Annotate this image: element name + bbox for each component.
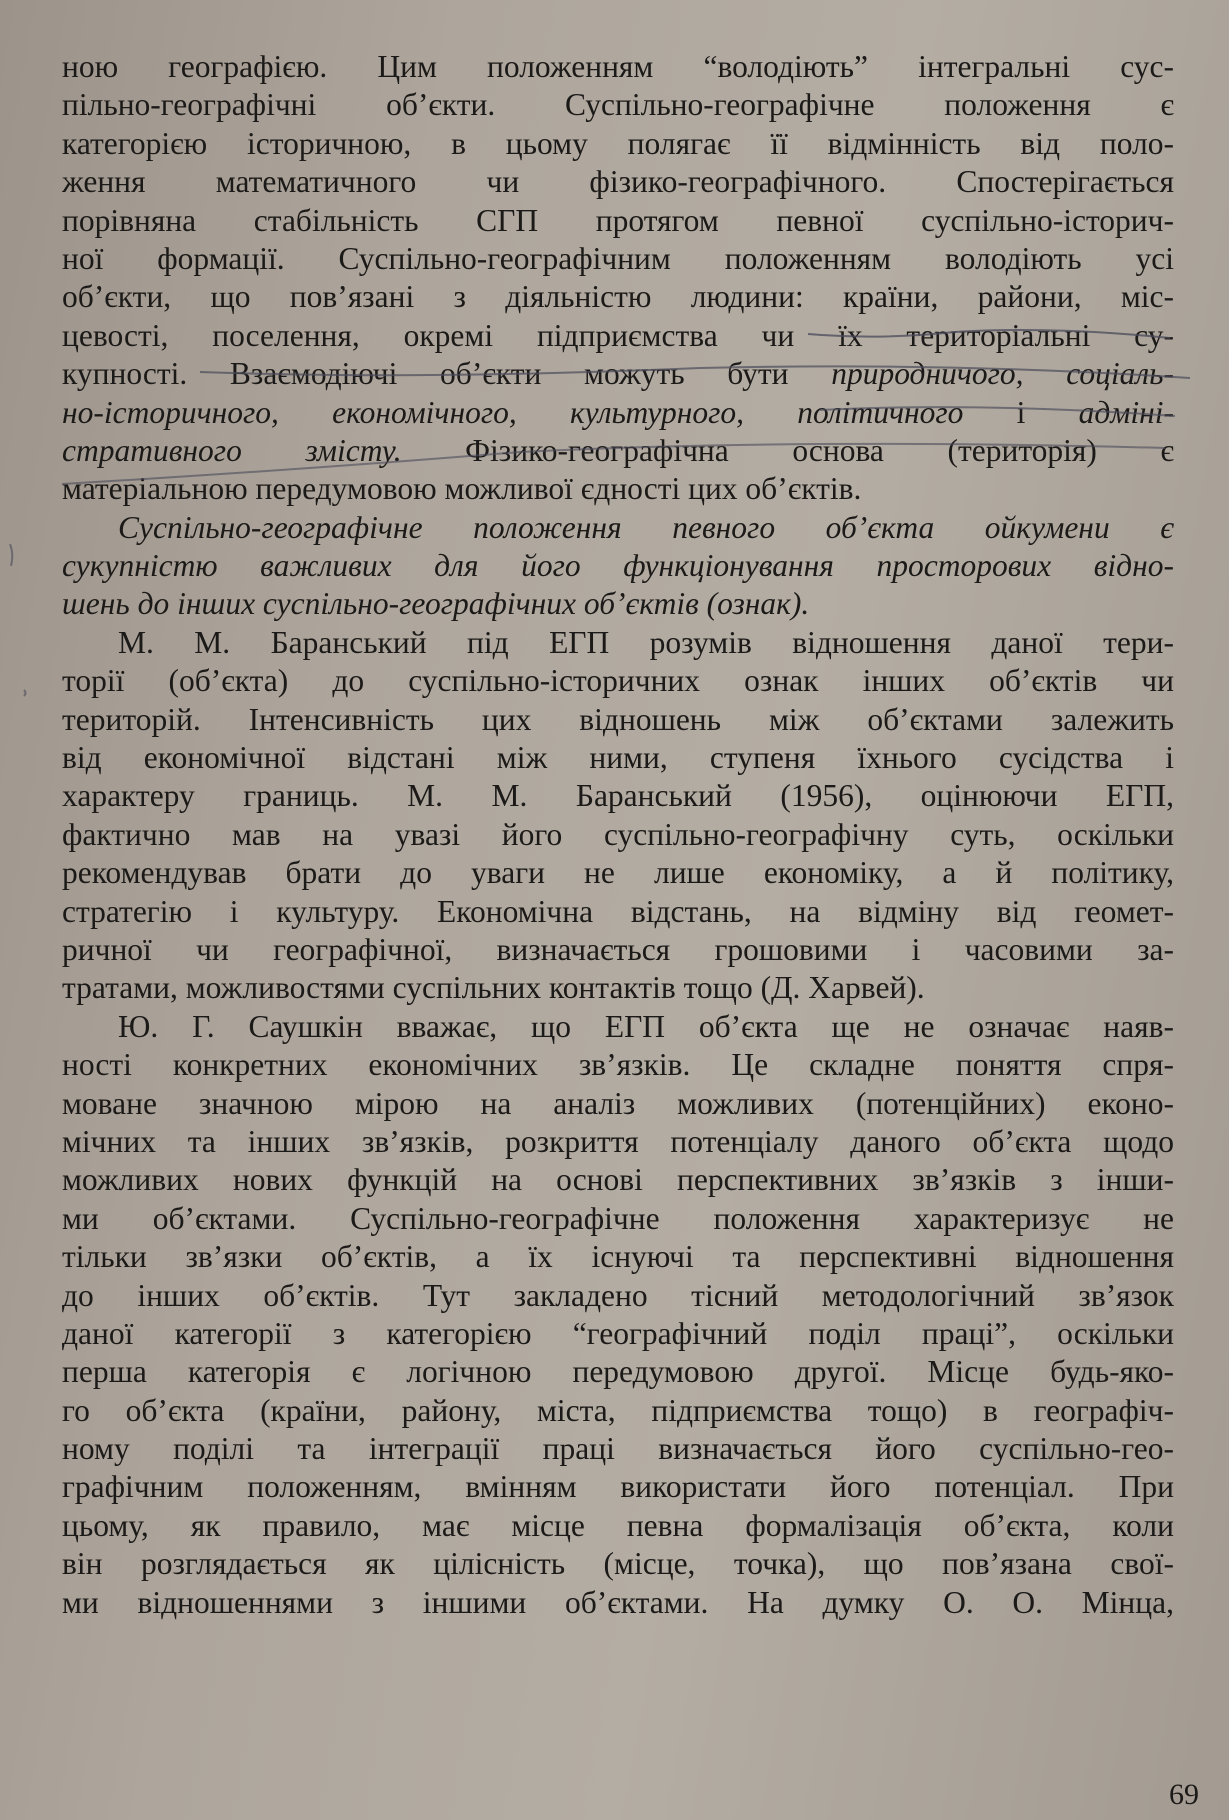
text-line: територій. Інтенсивність цих відношень між об’єктами залежить [62,701,1174,737]
text-line: цевості, поселення, окремі підприємства чи їх територіальні су- [62,317,1174,353]
italic-text: но-історичного, економічного, культурного, політичного [62,394,1017,430]
plain-text: Фізико-географічна основа (територія) є [401,432,1174,468]
text-line: характеру границь. М. М. Баранський (1956), оцінюючи ЕГП, [62,778,1174,814]
text-line: фактично мав на увазі його суспільно-географічну суть, оскільки [62,816,1174,852]
text-line: об’єкти, що пов’язані з діяльністю людини: країни, райони, міс- [62,279,1174,315]
text-line: ми об’єктами. Суспільно-географічне положення характеризує не [62,1200,1174,1236]
text-line: рекомендував брати до уваги не лише економіку, а й політику, [62,855,1174,891]
text-line: торії (об’єкта) до суспільно-історичних ознак інших об’єктів чи [62,663,1174,699]
text-line: ної формації. Суспільно-географічним положенням володіють усі [62,240,1174,276]
text-line: він розглядається як цілісність (місце, точка), що пов’язана свої- [62,1546,1174,1582]
text-line: стратегію і культуру. Економічна відстань, на відміну від геомет- [62,893,1174,929]
text-line: Ю. Г. Саушкін вважає, що ЕГП об’єкта ще не означає наяв- [118,1008,1174,1044]
text-line: тратами, можливостями суспільних контактів тощо (Д. Харвей). [62,970,925,1006]
text-line: тільки зв’язки об’єктів, а їх існуючі та перспективні відношення [62,1239,1174,1275]
text-line: порівняна стабільність СГП протягом певної суспільно-історич- [62,202,1174,238]
text-line: шень до інших суспільно-географічних об’єктів (ознак). [62,586,810,622]
text-line: моване значною мірою на аналіз можливих (потенційних) еконо- [62,1085,1174,1121]
text-line [62,432,1174,470]
text-line: перша категорія є логічною передумовою другої. Місце будь-яко- [62,1354,1174,1390]
page-number: 69 [1169,1778,1199,1811]
plain-text: і [1016,394,1079,430]
text-line: до інших об’єктів. Тут закладено тісний методологічний зв’язок [62,1277,1174,1313]
body-text [62,48,1174,1622]
text-line: ності конкретних економічних зв’язків. Це складне поняття спря- [62,1047,1174,1083]
text-line: ною географією. Цим положенням “володіють” інтегральні сус- [62,49,1174,84]
plain-text: купності. Взаємодіючі об’єкти можуть бути [62,356,832,392]
italic-text: адміні- [1078,394,1174,430]
text-line: графічним положенням, вмінням використати його потенціал. При [62,1469,1174,1505]
text-line: можливих нових функцій на основі перспективних зв’язків з інши- [62,1162,1174,1198]
text-line [62,394,1174,432]
text-line: Суспільно-географічне положення певного об’єкта ойкумени є [118,509,1174,545]
text-line: пільно-географічні об’єкти. Суспільно-географічне положення є [62,87,1174,123]
text-line: ження математичного чи фізико-географічного. Спостерігається [62,164,1174,200]
text-line: категорією історичною, в цьому полягає її відмінність від поло- [62,125,1174,161]
text-line: го об’єкта (країни, району, міста, підприємства тощо) в географіч- [62,1392,1174,1428]
text-line: матеріальною передумовою можливої єдності цих об’єктів. [62,471,862,507]
text-line: мічних та інших зв’язків, розкриття потенціалу даного об’єкта щодо [62,1123,1174,1159]
italic-text: природничого, соціаль- [831,356,1174,392]
text-line: даної категорії з категорією “географічний поділ праці”, оскільки [62,1315,1174,1351]
italic-text: стративного змісту. [62,432,402,468]
text-line: цьому, як правило, має місце певна формалізація об’єкта, коли [62,1507,1174,1543]
text-line: ми відношеннями з іншими об’єктами. На думку О. О. Мінца, [62,1584,1174,1620]
text-line: ному поділі та інтеграції праці визначається його суспільно-гео- [62,1431,1174,1467]
text-line [62,355,1174,393]
text-line: М. М. Баранський під ЕГП розумів відношення даної тери- [118,624,1174,660]
margin-tick [24,690,26,696]
text-line: сукупністю важливих для його функціонування просторових відно- [62,548,1174,584]
text-line: ричної чи географічної, визначається грошовими і часовими за- [62,931,1174,967]
margin-mark [10,544,12,566]
text-line: від економічної відстані між ними, ступеня їхнього сусідства і [62,740,1174,776]
